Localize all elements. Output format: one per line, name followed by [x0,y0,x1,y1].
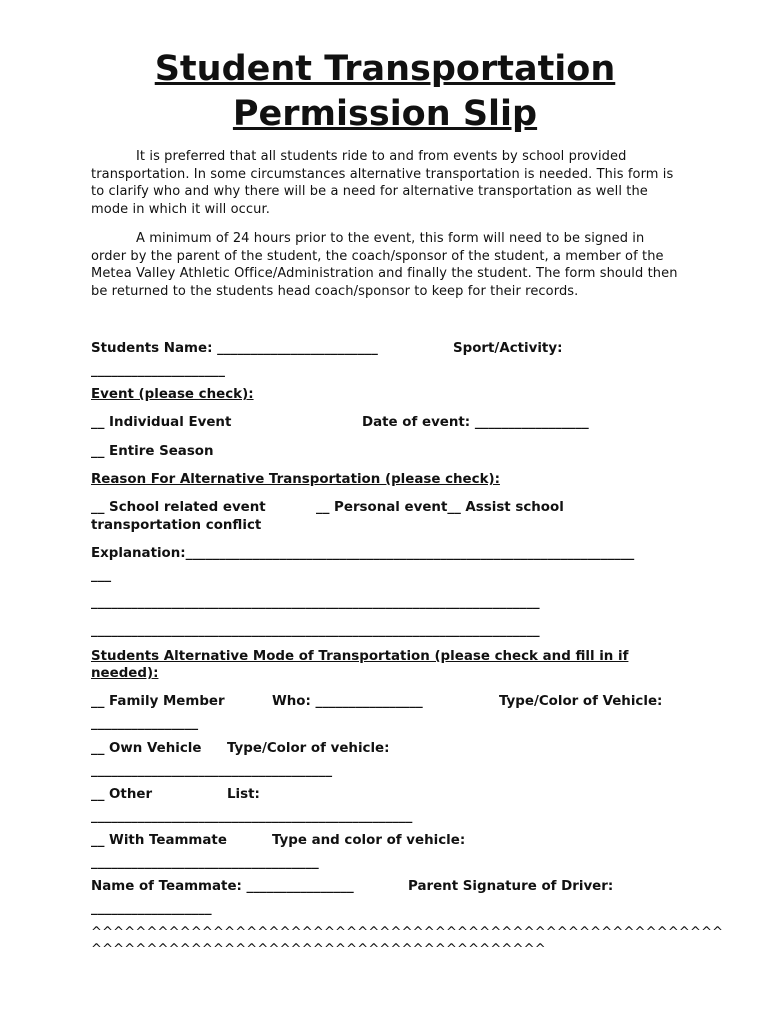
personal-event-checkbox[interactable]: __ Personal event__ Assist school [316,500,564,515]
students-name-field[interactable]: Students Name: ________________________ [91,341,378,356]
mode-heading-line-1: Students Alternative Mode of Transportation (please check and fill in if [91,649,629,664]
teammate-vehicle-field[interactable]: __________________________________ [91,855,319,870]
title-line-1: Student Transportation [154,49,616,89]
instructions-text: A minimum of 24 hours prior to the event, this form will need to be signed in order by the parent of the student, the coach/sponsor of the student, a member of the Metea Valley Athletic Office/Administration and finally the student. The form should then be returned to the students head coach/sponsor to keep for their records. [91,231,678,299]
title-line-2: Permission Slip [232,94,538,134]
family-member-checkbox[interactable]: __ Family Member [91,694,225,709]
mode-heading-line-2: needed): [91,666,159,681]
explanation-field[interactable]: Explanation:___________________________________________________________________ [91,546,635,561]
caret-separator-2: ^^^^^^^^^^^^^^^^^^^^^^^^^^^^^^^^^^^^^^^^^ [91,942,546,957]
intro-paragraph [91,148,681,218]
intro-text: It is preferred that all students ride to and from events by school provided transportation. In some circumstances alternative transportation is needed. This form is to clarify who and why there will be a need for alternative transportation as well the mode in which it will occur. [91,149,674,217]
school-related-checkbox[interactable]: __ School related event [91,500,266,515]
reason-heading: Reason For Alternative Transportation (please check): [91,472,500,487]
event-heading: Event (please check): [91,387,254,402]
instructions-paragraph [91,230,681,300]
sport-activity-label: Sport/Activity: [453,341,563,356]
teammate-name-field[interactable]: Name of Teammate: ________________ [91,879,354,894]
teammate-vehicle-label: Type and color of vehicle: [272,833,466,848]
parent-signature-label: Parent Signature of Driver: [408,879,614,894]
own-vehicle-field[interactable]: ____________________________________ [91,763,333,778]
date-of-event-field[interactable]: Date of event: _________________ [362,415,589,430]
who-field[interactable]: Who: ________________ [272,694,423,709]
family-vehicle-field[interactable]: ________________ [91,716,199,731]
family-vehicle-label: Type/Color of Vehicle: [499,694,663,709]
own-vehicle-checkbox[interactable]: __ Own Vehicle [91,741,202,756]
caret-separator-1: ^^^^^^^^^^^^^^^^^^^^^^^^^^^^^^^^^^^^^^^^^^^^^^^^^^^^^^^^^ [91,925,724,940]
list-label: List: [227,787,260,802]
own-vehicle-type-label: Type/Color of vehicle: [227,741,390,756]
with-teammate-checkbox[interactable]: __ With Teammate [91,833,227,848]
transport-conflict-label: transportation conflict [91,518,262,533]
explanation-line-2[interactable]: ___________________________________________________________________ [91,595,540,610]
sport-activity-field[interactable]: ____________________ [91,363,225,378]
explanation-line-3[interactable]: ___________________________________________________________________ [91,623,540,638]
parent-signature-field[interactable]: __________________ [91,901,212,916]
explanation-continuation: ___ [91,568,112,583]
other-list-field[interactable]: ________________________________________________ [91,809,413,824]
entire-season-checkbox[interactable]: __ Entire Season [91,444,214,459]
individual-event-checkbox[interactable]: __ Individual Event [91,415,232,430]
other-checkbox[interactable]: __ Other [91,787,153,802]
